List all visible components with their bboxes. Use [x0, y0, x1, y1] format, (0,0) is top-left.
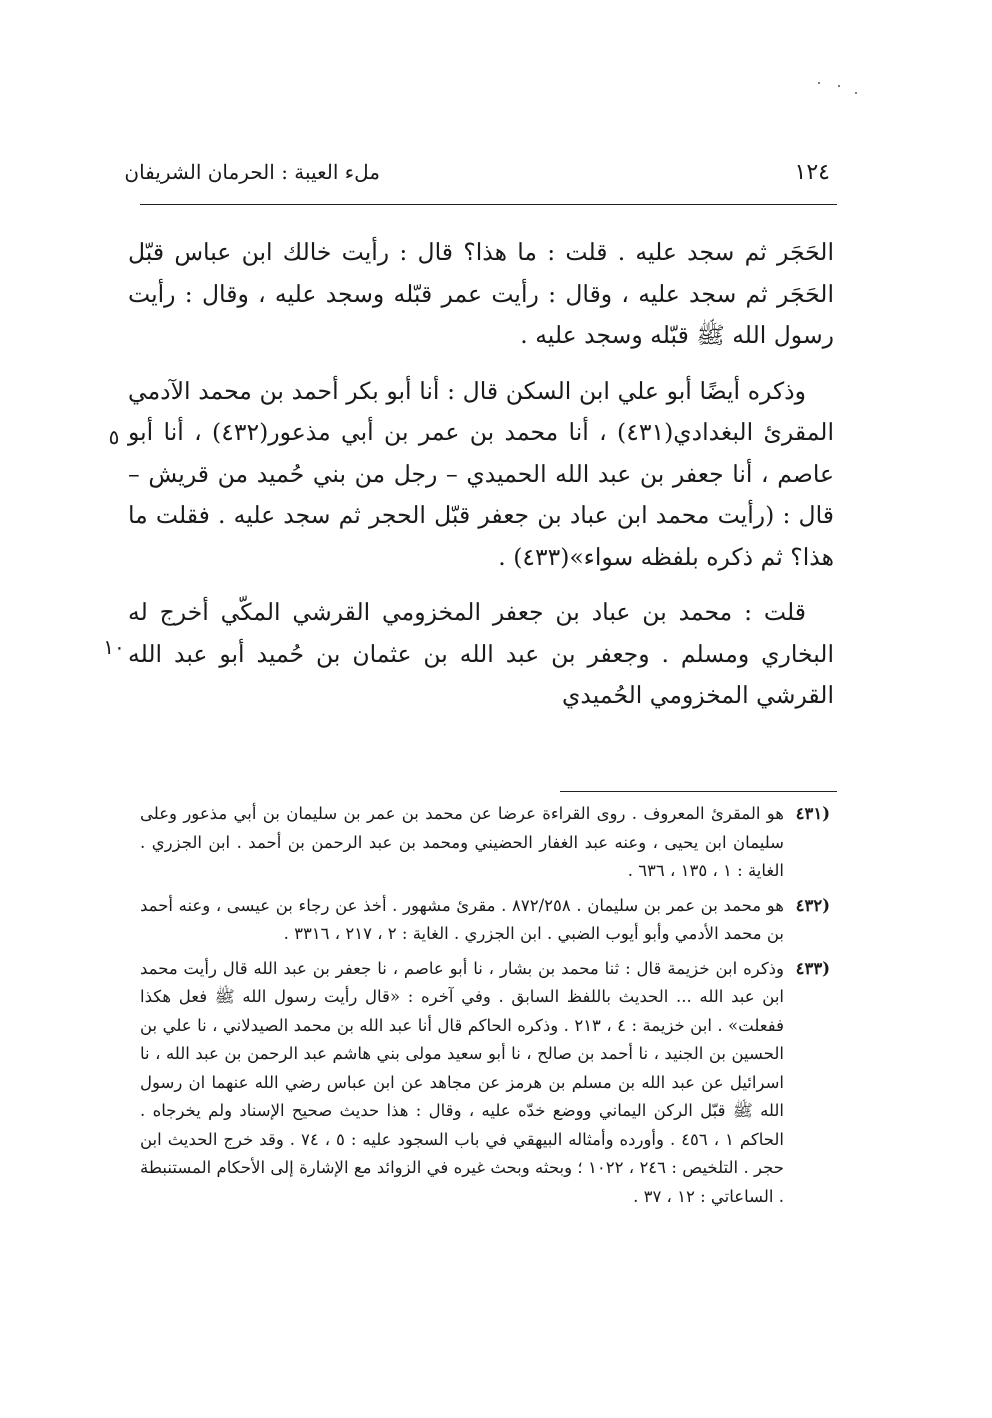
scan-speck	[818, 82, 820, 84]
header-divider	[140, 204, 837, 205]
footnote-text: هو محمد بن عمر بن سليمان . ٨٧٢/٢٥٨ . مقرئ مشهور . أخذ عن رجاء بن عيسى ، وعنه أحمد بن محمد الأدمي وأبو أيوب الضبي . ابن الجزري . الغاية : ٢ ، ٢١٧ ، ٣٣١٦ .	[140, 895, 784, 943]
running-title: ملء العيبة : الحرمان الشريفان	[124, 160, 380, 184]
paragraph: وذكره أيضًا أبو علي ابن السكن قال : أنا أبو بكر أحمد بن محمد الآدمي المقرئ البغدادي(٤٣١) ، أنا محمد بن عمر بن أبي مذعور(٤٣٢) ، أنا أبو عاصم ، أنا جعفر بن عبد الله الحميدي – رجل من بني حُميد من قريش – قال : (رأيت محمد ابن عباد بن جعفر قبّل الحجر ثم سجد عليه . فقلت ما هذا؟ ثم ذكره بلفظه سواء»(٤٣٣) .	[128, 376, 834, 571]
line-number-5: ٥	[108, 425, 120, 449]
footnote	[140, 800, 830, 886]
line-number-10: ١٠	[103, 635, 125, 659]
footnote-text: وذكره ابن خزيمة قال : ثنا محمد بن بشار ، نا أبو عاصم ، نا جعفر بن عبد الله قال رأيت محمد ابن عبد الله ... الحديث باللفظ السابق . وفي آخره : «قال رأيت رسول الله ﷺ فعل هكذا ففعلت» . ابن خزيمة : ٤ ، ٢١٣ . وذكره الحاكم قال أنا عبد الله بن محمد الصيدلاني ، نا علي بن الحسين بن الجنيد ، نا أحمد بن صالح ، نا أبو سعيد مولى بني هاشم عبد الرحمن بن عبد الله ، نا اسرائيل عن عبد الله بن مسلم بن هرمز عن مجاهد عن ابن عباس رضي الله عنهما ان رسول الله ﷺ قبّل الركن اليماني ووضع خدّه عليه ، وقال : هذا حديث صحيح الإسناد ولم يخرجاه . الحاكم ١ ، ٤٥٦ . وأورده وأمثاله البيهقي في باب السجود عليه : ٥ ، ٧٤ . وقد خرج الحديث ابن حجر . التلخيص : ٢٤٦ ، ١٠٢٢ ؛ وبحثه وبحث غيره في الزوائد مع الإشارة إلى الأحكام المستنبطة . الساعاتي : ١٢ ، ٣٧ .	[140, 958, 785, 1206]
footnotes	[140, 800, 830, 1217]
main-text	[128, 232, 834, 731]
page-number: ١٢٤	[794, 160, 830, 185]
footnote	[140, 892, 830, 949]
footnote-divider	[560, 791, 837, 792]
paragraph: قلت : محمد بن عباد بن جعفر المخزومي القرشي المكّي أخرج له البخاري ومسلم . وجعفر بن عبد الله بن عثمان بن حُميد أبو عبد الله القرشي المخزومي الحُميدي	[128, 598, 834, 709]
footnote-number: (٤٣١	[795, 804, 830, 823]
footnote-text: هو المقرئ المعروف . روى القراءة عرضا عن محمد بن عمر بن سليمان بن أبي مذعور وعلى سليمان ابن يحيى ، وعنه عبد الغفار الحضيني ومحمد بن عبد الرحمن بن أحمد . ابن الجزري . الغاية : ١ ، ١٣٥ ، ٦٣٦ .	[140, 804, 784, 880]
footnote	[140, 955, 830, 1212]
footnote-number: (٤٣٢	[795, 895, 830, 915]
paragraph: الحَجَر ثم سجد عليه . قلت : ما هذا؟ قال : رأيت خالك ابن عباس قبّل الحَجَر ثم سجد عليه ، وقال : رأيت عمر قبّله وسجد عليه ، وقال : رأيت رسول الله ﷺ قبّله وسجد عليه .	[128, 238, 834, 349]
footnote-number: (٤٣٣	[795, 958, 830, 978]
scan-speck	[838, 85, 840, 87]
scan-speck	[855, 92, 857, 94]
